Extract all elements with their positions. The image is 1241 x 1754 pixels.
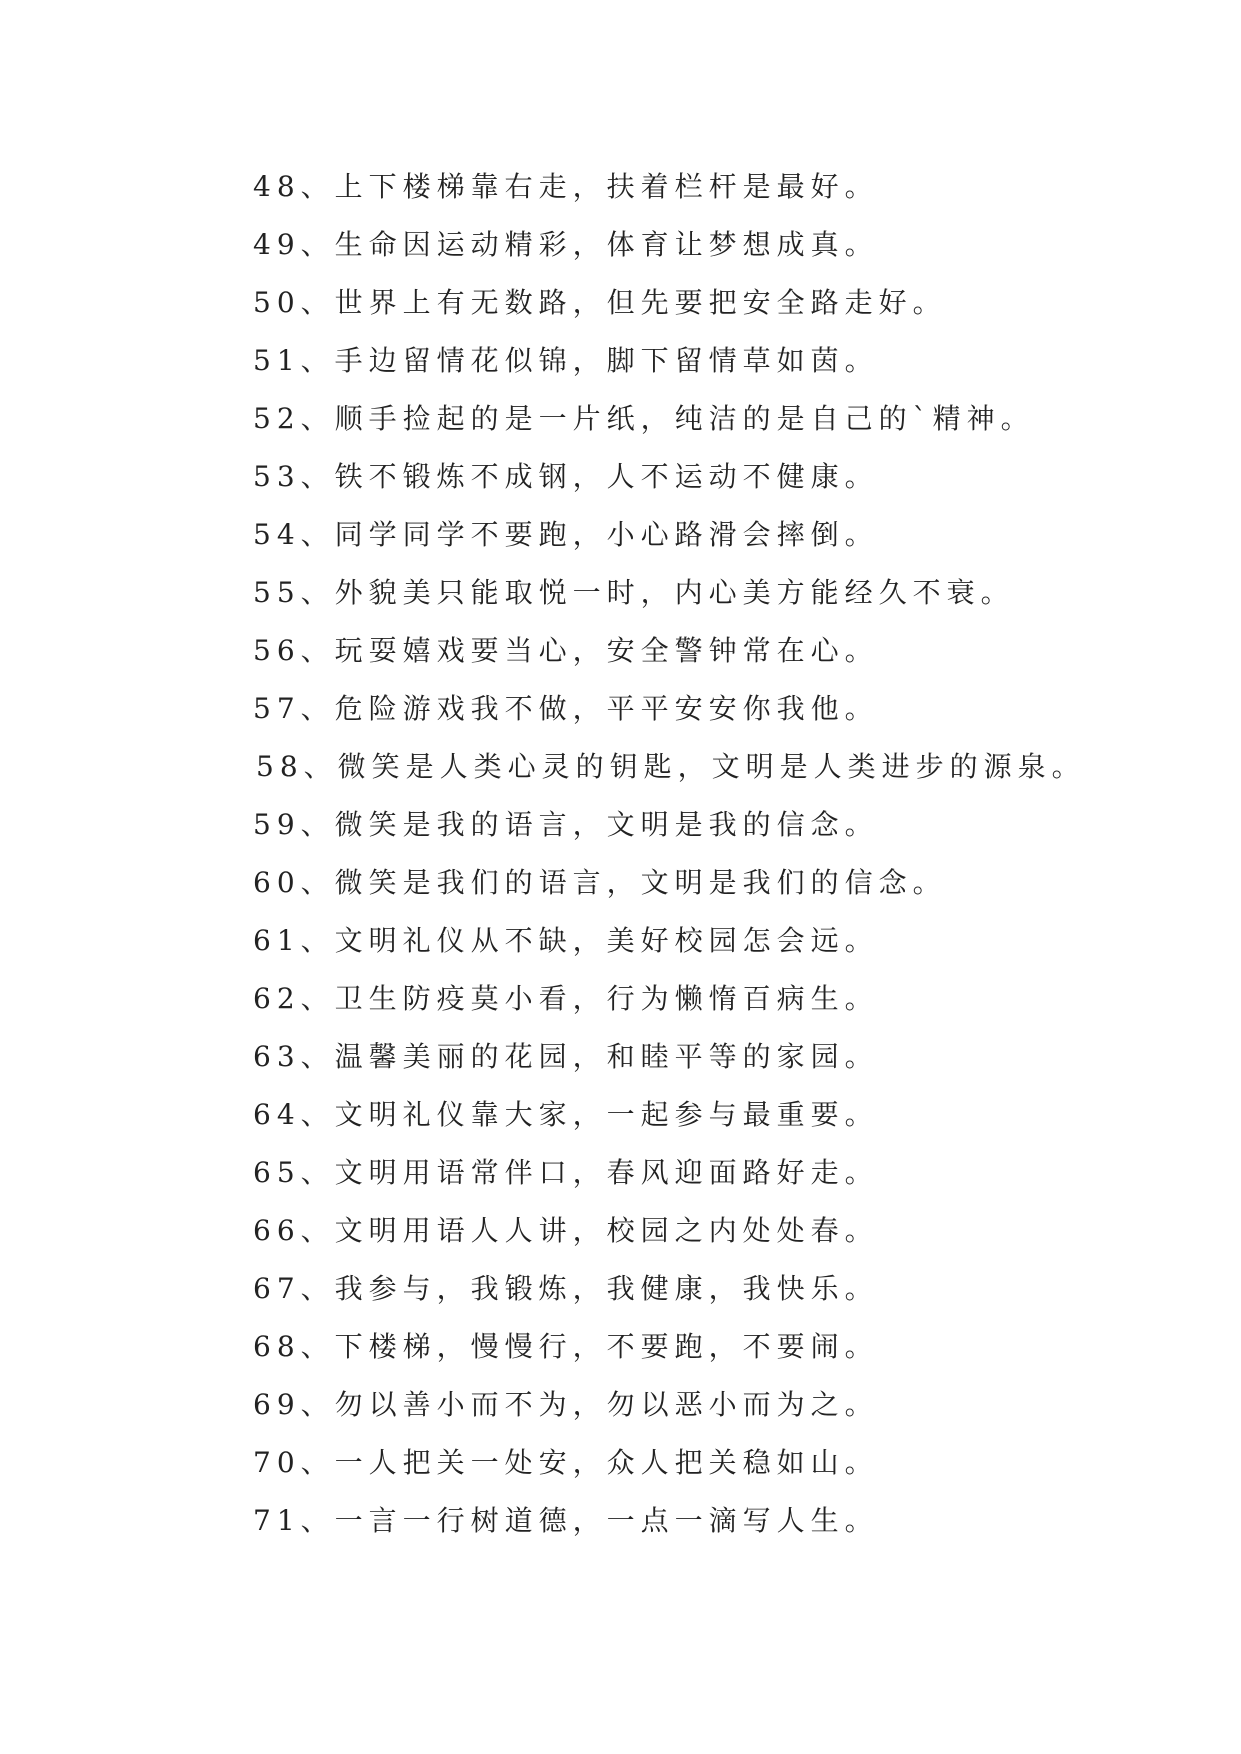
- list-item: 68、下楼梯，慢慢行，不要跑，不要闹。: [253, 1330, 879, 1363]
- list-item: 54、同学同学不要跑，小心路滑会摔倒。: [253, 518, 879, 551]
- list-item: 51、手边留情花似锦，脚下留情草如茵。: [253, 344, 879, 377]
- list-item: 60、微笑是我们的语言，文明是我们的信念。: [253, 866, 947, 899]
- list-item: 58、微笑是人类心灵的钥匙，文明是人类进步的源泉。: [256, 750, 1086, 783]
- list-item: 59、微笑是我的语言，文明是我的信念。: [253, 808, 879, 841]
- list-item: 48、上下楼梯靠右走，扶着栏杆是最好。: [253, 170, 879, 203]
- list-item: 71、一言一行树道德，一点一滴写人生。: [253, 1504, 879, 1537]
- list-item: 66、文明用语人人讲，校园之内处处春。: [253, 1214, 879, 1247]
- list-item: 61、文明礼仪从不缺，美好校园怎会远。: [253, 924, 879, 957]
- list-item: 69、勿以善小而不为，勿以恶小而为之。: [253, 1388, 879, 1421]
- list-item: 65、文明用语常伴口，春风迎面路好走。: [253, 1156, 879, 1189]
- list-item: 67、我参与，我锻炼，我健康，我快乐。: [253, 1272, 879, 1305]
- list-item: 55、外貌美只能取悦一时，内心美方能经久不衰。: [253, 576, 1015, 609]
- list-item: 50、世界上有无数路，但先要把安全路走好。: [253, 286, 947, 319]
- slogan-list: [253, 158, 1086, 1550]
- list-item: 57、危险游戏我不做，平平安安你我他。: [253, 692, 879, 725]
- list-item: 70、一人把关一处安，众人把关稳如山。: [253, 1446, 879, 1479]
- list-item: 62、卫生防疫莫小看，行为懒惰百病生。: [253, 982, 879, 1015]
- list-item: 63、温馨美丽的花园，和睦平等的家园。: [253, 1040, 879, 1073]
- list-item: 56、玩耍嬉戏要当心，安全警钟常在心。: [253, 634, 879, 667]
- list-item: 64、文明礼仪靠大家，一起参与最重要。: [253, 1098, 879, 1131]
- list-item: 49、生命因运动精彩，体育让梦想成真。: [253, 228, 879, 261]
- list-item: 53、铁不锻炼不成钢，人不运动不健康。: [253, 460, 879, 493]
- list-item: 52、顺手捡起的是一片纸，纯洁的是自己的`精神。: [253, 402, 1035, 435]
